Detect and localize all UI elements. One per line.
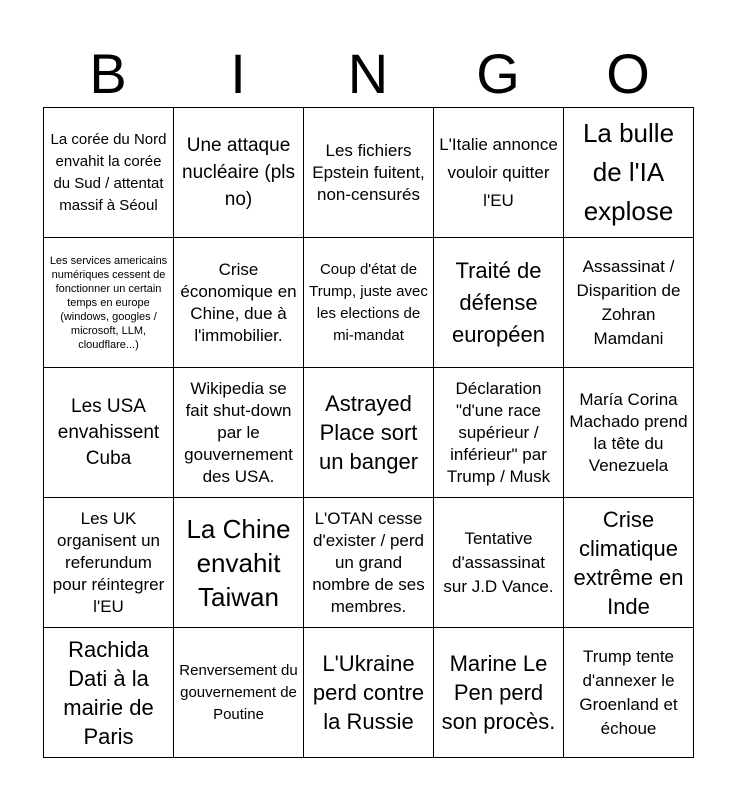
cell-text: Marine Le Pen perd son procès. bbox=[441, 651, 556, 734]
cell-text: L'Ukraine perd contre la Russie bbox=[312, 651, 425, 734]
bingo-cell[interactable] bbox=[304, 238, 434, 368]
bingo-cell[interactable] bbox=[44, 238, 174, 368]
bingo-cell[interactable] bbox=[434, 498, 564, 628]
bingo-cell[interactable] bbox=[44, 368, 174, 498]
cell-text: La corée du Nord envahit la corée du Sud / attentat massif à Séoul bbox=[50, 130, 167, 214]
bingo-cell[interactable] bbox=[564, 238, 694, 368]
bingo-cell[interactable] bbox=[174, 628, 304, 758]
bingo-cell[interactable] bbox=[174, 498, 304, 628]
bingo-cell[interactable] bbox=[434, 238, 564, 368]
cell-text: Crise économique en Chine, due à l'immobilier. bbox=[180, 259, 297, 345]
bingo-cell[interactable] bbox=[564, 368, 694, 498]
header-letter-g: G bbox=[476, 42, 520, 105]
bingo-cell[interactable] bbox=[304, 498, 434, 628]
cell-text: Une attaque nucléaire (pls no) bbox=[182, 135, 295, 210]
bingo-cell[interactable] bbox=[564, 498, 694, 628]
header-letter-o: O bbox=[606, 42, 650, 105]
cell-text: Wikipedia se fait shut-down par le gouvernement des USA. bbox=[184, 378, 293, 486]
cell-text: Déclaration "d'une race supérieur / inférieur" par Trump / Musk bbox=[446, 378, 551, 486]
cell-text: Les fichiers Epstein fuitent, non-censurés bbox=[312, 140, 425, 204]
bingo-cell[interactable] bbox=[564, 628, 694, 758]
bingo-cell[interactable] bbox=[434, 108, 564, 238]
cell-text: Les USA envahissent Cuba bbox=[57, 395, 160, 469]
bingo-cell[interactable] bbox=[304, 368, 434, 498]
cell-text: L'Italie annonce vouloir quitter l'EU bbox=[439, 134, 558, 210]
header-letter-i: I bbox=[230, 42, 246, 105]
bingo-board bbox=[43, 107, 694, 758]
header-letter-b: B bbox=[89, 42, 127, 105]
bingo-cell[interactable] bbox=[174, 108, 304, 238]
cell-text: María Corina Machado prend la tête du Venezuela bbox=[569, 389, 688, 475]
cell-text: La Chine envahit Taiwan bbox=[186, 513, 291, 612]
bingo-cell[interactable] bbox=[434, 368, 564, 498]
cell-text: La bulle de l'IA explose bbox=[582, 118, 675, 226]
bingo-cell[interactable] bbox=[174, 368, 304, 498]
cell-text: Traité de défense européen bbox=[452, 257, 545, 347]
bingo-cell[interactable] bbox=[434, 628, 564, 758]
cell-text: Les UK organisent un referundum pour réintegrer l'EU bbox=[52, 508, 165, 616]
bingo-cell[interactable] bbox=[44, 108, 174, 238]
cell-text: Renversement du gouvernement de Poutine bbox=[179, 661, 298, 723]
cell-text: Tentative d'assassinat sur J.D Vance. bbox=[443, 528, 554, 596]
bingo-cell[interactable] bbox=[304, 628, 434, 758]
cell-text: Astrayed Place sort un banger bbox=[318, 391, 419, 474]
cell-text: Trump tente d'annexer le Groenland et échoue bbox=[579, 646, 678, 738]
bingo-cell[interactable] bbox=[564, 108, 694, 238]
cell-text: Assassinat / Disparition de Zohran Mamdani bbox=[576, 256, 681, 348]
bingo-cell[interactable] bbox=[174, 238, 304, 368]
bingo-header bbox=[43, 42, 693, 106]
cell-text: Crise climatique extrême en Inde bbox=[573, 506, 684, 619]
bingo-cell[interactable] bbox=[44, 628, 174, 758]
cell-text: Coup d'état de Trump, juste avec les elections de mi-mandat bbox=[309, 260, 428, 344]
bingo-cell[interactable] bbox=[44, 498, 174, 628]
cell-text: L'OTAN cesse d'exister / perd un grand nombre de ses membres. bbox=[312, 508, 425, 616]
bingo-cell[interactable] bbox=[304, 108, 434, 238]
header-letter-n: N bbox=[347, 42, 389, 105]
cell-text: Rachida Dati à la mairie de Paris bbox=[63, 636, 154, 749]
cell-text: Les services americains numériques cessent de fonctionner un certain temps en europe (windows, googles / microsoft, LLM, cloudflare...) bbox=[49, 254, 168, 351]
